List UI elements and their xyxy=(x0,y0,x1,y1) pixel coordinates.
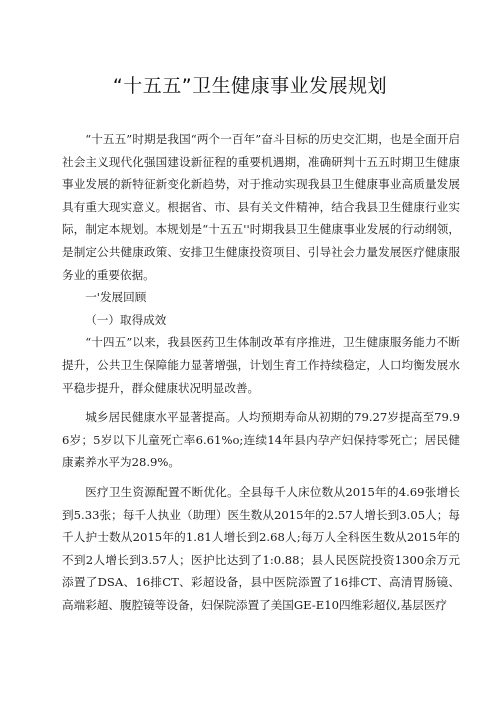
resources-paragraph: 医疗卫生资源配置不断优化。全县每千人床位数从2015年的4.69张增长到5.33张；每千人执业（助理）医生数从2015年的2.57人增长到3.05人；每千人护士数从2015年的1.81人增长到2.68人;每万人全科医生数从2015年的不到2人增长到3.57人；医护比达到了1:0.88；县人民医院投资1300余万元添置了DSA、16排CT、彩超设备，县中医院添置了16排CT、高清胃肠镜、高端彩超、腹腔镜等设备，妇保院添置了美国GE-E10四维彩超仪,基层医疗 xyxy=(62,484,460,612)
document-title: “十五五”卫生健康事业发展规划 xyxy=(112,75,388,97)
achievements-paragraph: “十四五”以来，我县医药卫生体制改革有序推进，卫生健康服务能力不断提升，公共卫生保障能力显著增强，计划生育工作持续稳定，人口均衡发展水平稳步提升，群众健康状况明显改善。 xyxy=(62,335,460,395)
intro-paragraph: “十五五”时期是我国“两个一百年”奋斗目标的历史交汇期，也是全面开启社会主义现代化强国建设新征程的重要机遇期，准确研判十五五时期卫生健康事业发展的新特征新变化新趋势，对于推动实现我县卫生健康事业高质量发展具有重大现实意义。根据省、市、县有关文件精神，结合我县卫生健康行业实际，制定本规划。本规划是“十五五''时期我县卫生健康事业发展的行动纲领，是制定公共健康政策、安排卫生健康投资项目、引导社会力量发展医疗健康服务业的重要依据。 xyxy=(62,132,460,282)
health-level-paragraph: 城乡居民健康水平显著提高。人均预期寿命从初期的79.27岁提高至79.96岁；5岁以下儿童死亡率6.61%o;连续14年县内孕产妇保持零死亡；居民健康素养水平为28.9%。 xyxy=(62,410,460,470)
subsection-heading-achievements: （一）取得成效 xyxy=(85,312,167,327)
document-body xyxy=(62,128,460,616)
section-heading-development-review: 一'发展回顾 xyxy=(85,290,147,305)
